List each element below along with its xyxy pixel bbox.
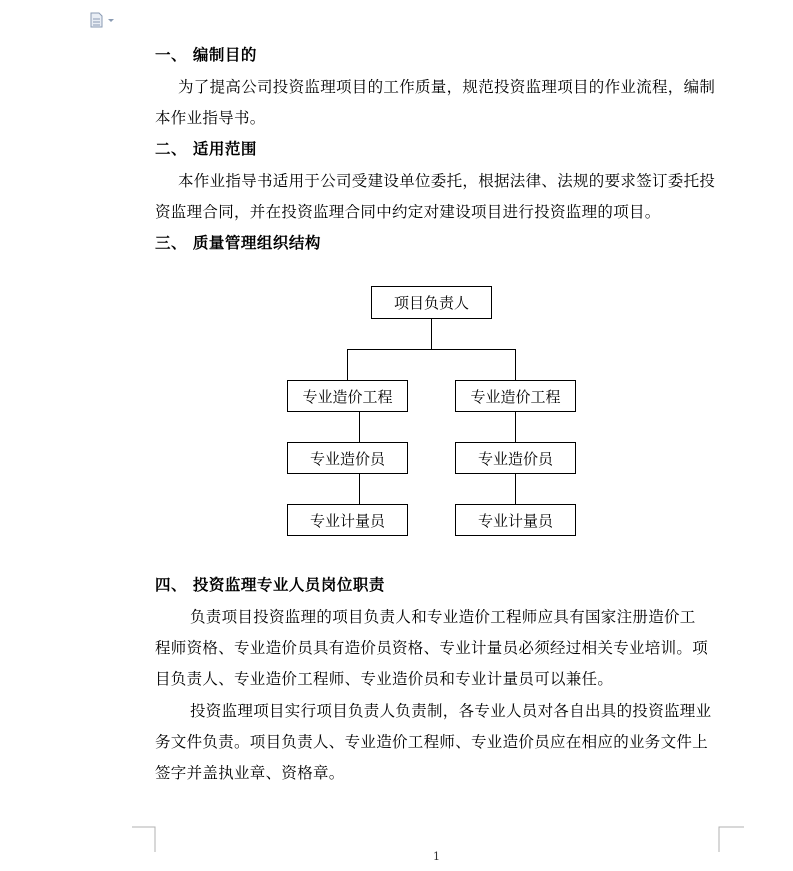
paragraph-line: 程师资格、专业造价员具有造价员资格、专业计量员必须经过相关专业培训。项 [155,639,709,657]
connector-line [515,474,516,504]
connector-line [515,412,516,442]
paragraph-line: 本作业指导书适用于公司受建设单位委托，根据法律、法规的要求签订委托投 [178,172,716,190]
section-heading-org-structure: 三、 质量管理组织结构 [155,234,321,252]
connector-line [347,349,516,350]
org-level3-box-left: 专业计量员 [287,504,408,536]
org-level3-box-right: 专业计量员 [455,504,576,536]
connector-line [359,474,360,504]
paragraph-line: 目负责人、专业造价工程师、专业造价员和专业计量员可以兼任。 [155,670,614,688]
org-level2-box-left: 专业造价员 [287,442,408,474]
org-level1-box-left: 专业造价工程 [287,380,408,412]
document-icon[interactable] [90,12,116,28]
section-heading-purpose: 一、 编制目的 [155,46,257,64]
connector-line [431,319,432,349]
paragraph-line: 投资监理项目实行项目负责人负责制，各专业人员对各自出具的投资监理业 [190,702,712,720]
paragraph-line: 本作业指导书。 [155,109,266,127]
paragraph-line: 签字并盖执业章、资格章。 [155,764,345,782]
org-level2-box-right: 专业造价员 [455,442,576,474]
page-number: 1 [433,850,440,863]
paragraph-line: 为了提高公司投资监理项目的工作质量，规范投资监理项目的作业流程，编制 [178,78,716,96]
org-root-box: 项目负责人 [371,286,492,319]
section-heading-scope: 二、 适用范围 [155,140,257,158]
paragraph-line: 务文件负责。项目负责人、专业造价工程师、专业造价员应在相应的业务文件上 [155,733,709,751]
paragraph-line: 资监理合同，并在投资监理合同中约定对建设项目进行投资监理的项目。 [155,203,661,221]
paragraph-line: 负责项目投资监理的项目负责人和专业造价工程师应具有国家注册造价工 [190,608,696,626]
margin-corner-mark-left [132,826,158,856]
connector-line [359,412,360,442]
connector-line [515,349,516,380]
connector-line [347,349,348,380]
section-heading-responsibilities: 四、 投资监理专业人员岗位职责 [155,576,385,594]
margin-corner-mark-right [718,826,744,856]
org-level1-box-right: 专业造价工程 [455,380,576,412]
